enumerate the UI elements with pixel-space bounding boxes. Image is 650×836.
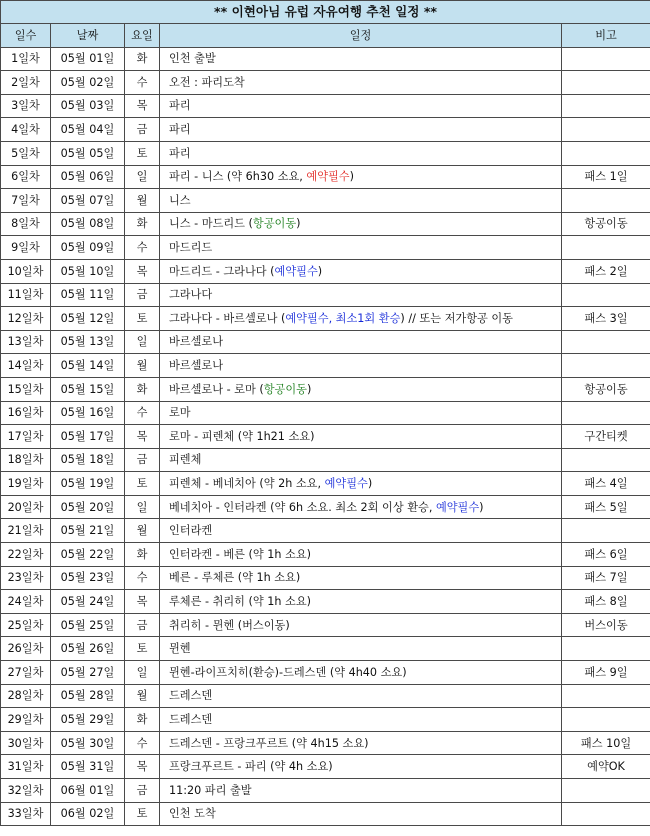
date-cell: 05월 01일	[51, 47, 125, 71]
plan-cell	[160, 448, 562, 472]
day-cell: 12일차	[1, 307, 51, 331]
weekday-cell: 토	[125, 307, 160, 331]
plan-text: )	[367, 476, 373, 490]
weekday-cell: 목	[125, 590, 160, 614]
itinerary-row	[1, 165, 650, 189]
weekday-cell: 월	[125, 684, 160, 708]
plan-text: 베네치아 - 인터라켄 (약 6h 소요. 최소 2회 이상 환승,	[169, 500, 436, 514]
plan-highlight: 예약필수, 최소1회 환승	[285, 311, 401, 325]
date-cell: 05월 28일	[51, 684, 125, 708]
itinerary-row	[1, 236, 650, 260]
plan-cell	[160, 779, 562, 803]
note-cell: 패스 10일	[562, 731, 650, 755]
weekday-cell: 일	[125, 165, 160, 189]
plan-cell	[160, 354, 562, 378]
itinerary-row	[1, 212, 650, 236]
day-cell: 7일차	[1, 189, 51, 213]
plan-text: 니스 - 마드리드 (	[169, 217, 253, 231]
weekday-cell: 목	[125, 425, 160, 449]
weekday-cell: 월	[125, 354, 160, 378]
date-cell: 06월 01일	[51, 779, 125, 803]
plan-text: 마드리드 - 그라나다 (	[169, 264, 275, 278]
plan-highlight: 예약필수	[435, 500, 480, 514]
day-cell: 5일차	[1, 141, 51, 165]
weekday-cell: 수	[125, 71, 160, 95]
weekday-cell: 일	[125, 661, 160, 685]
plan-cell	[160, 472, 562, 496]
day-cell: 1일차	[1, 47, 51, 71]
plan-cell	[160, 755, 562, 779]
weekday-cell: 금	[125, 613, 160, 637]
day-cell: 6일차	[1, 165, 51, 189]
plan-highlight: 항공이동	[263, 382, 307, 396]
plan-cell	[160, 259, 562, 283]
day-cell: 23일차	[1, 566, 51, 590]
plan-highlight: 항공이동	[252, 217, 297, 231]
header-row	[1, 24, 650, 48]
weekday-cell: 화	[125, 708, 160, 732]
date-cell: 05월 29일	[51, 708, 125, 732]
date-cell: 05월 09일	[51, 236, 125, 260]
weekday-cell: 목	[125, 755, 160, 779]
note-cell	[562, 684, 650, 708]
date-cell: 05월 16일	[51, 401, 125, 425]
plan-highlight: 예약필수	[324, 476, 368, 490]
weekday-cell: 금	[125, 779, 160, 803]
plan-cell	[160, 566, 562, 590]
weekday-cell: 일	[125, 330, 160, 354]
itinerary-row	[1, 118, 650, 142]
note-cell	[562, 708, 650, 732]
itinerary-row	[1, 94, 650, 118]
plan-cell	[160, 401, 562, 425]
header-dow: 요일	[125, 24, 160, 48]
date-cell: 05월 14일	[51, 354, 125, 378]
weekday-cell: 목	[125, 259, 160, 283]
date-cell: 05월 06일	[51, 165, 125, 189]
day-cell: 4일차	[1, 118, 51, 142]
date-cell: 05월 23일	[51, 566, 125, 590]
note-cell	[562, 637, 650, 661]
note-cell	[562, 141, 650, 165]
note-cell: 버스이동	[562, 613, 650, 637]
note-cell: 패스 1일	[562, 165, 650, 189]
plan-text: 11:20 파리 출발	[169, 783, 252, 797]
date-cell: 05월 13일	[51, 330, 125, 354]
day-cell: 21일차	[1, 519, 51, 543]
plan-text: 그라나다	[169, 288, 213, 302]
plan-cell	[160, 519, 562, 543]
day-cell: 3일차	[1, 94, 51, 118]
plan-text: 취리히 - 뮌헨 (버스이동)	[169, 618, 290, 632]
weekday-cell: 수	[125, 731, 160, 755]
weekday-cell: 금	[125, 118, 160, 142]
note-cell: 패스 2일	[562, 259, 650, 283]
plan-cell	[160, 283, 562, 307]
plan-text: 바르셀로나	[169, 335, 224, 349]
day-cell: 8일차	[1, 212, 51, 236]
itinerary-row	[1, 802, 650, 826]
weekday-cell: 토	[125, 472, 160, 496]
plan-cell	[160, 661, 562, 685]
date-cell: 05월 03일	[51, 94, 125, 118]
weekday-cell: 화	[125, 212, 160, 236]
note-cell	[562, 401, 650, 425]
itinerary-row	[1, 495, 650, 519]
itinerary-row	[1, 377, 650, 401]
date-cell: 05월 10일	[51, 259, 125, 283]
weekday-cell: 목	[125, 94, 160, 118]
date-cell: 05월 22일	[51, 543, 125, 567]
day-cell: 13일차	[1, 330, 51, 354]
plan-text: 베른 - 루체른 (약 1h 소요)	[169, 571, 301, 585]
plan-text: 파리 - 니스 (약 6h30 소요,	[169, 170, 307, 184]
plan-text: 루체른 - 취리히 (약 1h 소요)	[169, 594, 312, 608]
day-cell: 26일차	[1, 637, 51, 661]
date-cell: 05월 11일	[51, 283, 125, 307]
note-cell	[562, 118, 650, 142]
date-cell: 05월 04일	[51, 118, 125, 142]
note-cell: 패스 8일	[562, 590, 650, 614]
day-cell: 31일차	[1, 755, 51, 779]
plan-cell	[160, 708, 562, 732]
weekday-cell: 화	[125, 543, 160, 567]
date-cell: 05월 30일	[51, 731, 125, 755]
itinerary-row	[1, 543, 650, 567]
plan-text: 바르셀로나 - 로마 (	[169, 382, 264, 396]
day-cell: 9일차	[1, 236, 51, 260]
itinerary-row	[1, 661, 650, 685]
plan-text: 인천 도착	[169, 807, 216, 821]
plan-text: 드레스덴	[169, 689, 213, 703]
date-cell: 05월 19일	[51, 472, 125, 496]
day-cell: 30일차	[1, 731, 51, 755]
plan-text: 인천 출발	[169, 52, 216, 66]
itinerary-row	[1, 472, 650, 496]
date-cell: 05월 17일	[51, 425, 125, 449]
plan-text: 오전 : 파리도착	[169, 75, 245, 89]
plan-highlight: 예약필수	[306, 170, 350, 184]
note-cell	[562, 354, 650, 378]
date-cell: 05월 31일	[51, 755, 125, 779]
itinerary-row	[1, 307, 650, 331]
itinerary-row	[1, 401, 650, 425]
itinerary-row	[1, 425, 650, 449]
plan-cell	[160, 613, 562, 637]
day-cell: 14일차	[1, 354, 51, 378]
plan-text: 그라나다 - 바르셀로나 (	[169, 311, 286, 325]
plan-text: 파리	[169, 99, 191, 113]
day-cell: 17일차	[1, 425, 51, 449]
note-cell	[562, 71, 650, 95]
plan-cell	[160, 543, 562, 567]
itinerary-row	[1, 354, 650, 378]
note-cell: 패스 4일	[562, 472, 650, 496]
plan-cell	[160, 684, 562, 708]
plan-text: 로마 - 피렌체 (약 1h21 소요)	[169, 429, 315, 443]
plan-text: 피렌체 - 베네치아 (약 2h 소요,	[169, 476, 325, 490]
day-cell: 28일차	[1, 684, 51, 708]
plan-text: 파리	[169, 123, 191, 137]
plan-cell	[160, 236, 562, 260]
date-cell: 05월 27일	[51, 661, 125, 685]
note-cell	[562, 236, 650, 260]
plan-text: )	[349, 170, 354, 184]
itinerary-row	[1, 637, 650, 661]
note-cell: 예약OK	[562, 755, 650, 779]
itinerary-row	[1, 613, 650, 637]
date-cell: 05월 18일	[51, 448, 125, 472]
itinerary-row	[1, 684, 650, 708]
plan-text: 인터라켄 - 베른 (약 1h 소요)	[169, 547, 312, 561]
weekday-cell: 일	[125, 495, 160, 519]
weekday-cell: 금	[125, 283, 160, 307]
day-cell: 29일차	[1, 708, 51, 732]
day-cell: 24일차	[1, 590, 51, 614]
date-cell: 05월 07일	[51, 189, 125, 213]
plan-text: 뮌헨-라이프치히(환승)-드레스덴 (약 4h40 소요)	[169, 665, 407, 679]
plan-text: )	[306, 382, 312, 396]
header-date: 날짜	[51, 24, 125, 48]
day-cell: 10일차	[1, 259, 51, 283]
plan-highlight: 예약필수	[274, 264, 318, 278]
note-cell	[562, 47, 650, 71]
itinerary-row	[1, 590, 650, 614]
date-cell: 05월 12일	[51, 307, 125, 331]
note-cell: 항공이동	[562, 212, 650, 236]
plan-text: 로마	[169, 406, 191, 420]
day-cell: 18일차	[1, 448, 51, 472]
plan-text: 니스	[169, 193, 191, 207]
itinerary-row	[1, 708, 650, 732]
plan-text: 바르셀로나	[169, 359, 224, 372]
plan-cell	[160, 731, 562, 755]
date-cell: 05월 15일	[51, 377, 125, 401]
date-cell: 05월 24일	[51, 590, 125, 614]
plan-text: ) // 또는 저가항공 이동	[400, 311, 513, 325]
plan-cell	[160, 141, 562, 165]
header-note: 비고	[562, 24, 650, 48]
plan-cell	[160, 165, 562, 189]
plan-text: )	[317, 264, 323, 278]
note-cell: 패스 9일	[562, 661, 650, 685]
day-cell: 15일차	[1, 377, 51, 401]
plan-text: 뮌헨	[169, 642, 191, 656]
itinerary-row	[1, 189, 650, 213]
note-cell	[562, 802, 650, 826]
itinerary-row	[1, 330, 650, 354]
itinerary-row	[1, 71, 650, 95]
day-cell: 27일차	[1, 661, 51, 685]
note-cell: 패스 6일	[562, 543, 650, 567]
itinerary-row	[1, 566, 650, 590]
plan-cell	[160, 330, 562, 354]
itinerary-row	[1, 779, 650, 803]
date-cell: 05월 26일	[51, 637, 125, 661]
itinerary-row	[1, 141, 650, 165]
note-cell: 패스 5일	[562, 495, 650, 519]
itinerary-row	[1, 731, 650, 755]
plan-text: 프랑크푸르트 - 파리 (약 4h 소요)	[169, 760, 333, 774]
date-cell: 05월 20일	[51, 495, 125, 519]
note-cell: 항공이동	[562, 377, 650, 401]
day-cell: 25일차	[1, 613, 51, 637]
weekday-cell: 수	[125, 401, 160, 425]
note-cell	[562, 779, 650, 803]
plan-text: 피렌체	[169, 453, 202, 467]
note-cell	[562, 519, 650, 543]
plan-cell	[160, 189, 562, 213]
date-cell: 05월 21일	[51, 519, 125, 543]
date-cell: 06월 02일	[51, 802, 125, 826]
note-cell: 패스 7일	[562, 566, 650, 590]
note-cell	[562, 448, 650, 472]
plan-cell	[160, 47, 562, 71]
plan-cell	[160, 590, 562, 614]
plan-cell	[160, 212, 562, 236]
weekday-cell: 토	[125, 141, 160, 165]
weekday-cell: 토	[125, 637, 160, 661]
day-cell: 22일차	[1, 543, 51, 567]
header-plan: 일정	[160, 24, 562, 48]
day-cell: 2일차	[1, 71, 51, 95]
note-cell	[562, 330, 650, 354]
plan-cell	[160, 637, 562, 661]
plan-text: 파리	[169, 146, 191, 160]
date-cell: 05월 02일	[51, 71, 125, 95]
itinerary-title: ** 이현아님 유럽 자유여행 추천 일정 **	[1, 1, 650, 24]
date-cell: 05월 08일	[51, 212, 125, 236]
itinerary-row	[1, 259, 650, 283]
itinerary-row	[1, 283, 650, 307]
plan-cell	[160, 425, 562, 449]
plan-text: )	[296, 217, 301, 231]
note-cell: 구간티켓	[562, 425, 650, 449]
weekday-cell: 화	[125, 47, 160, 71]
day-cell: 33일차	[1, 802, 51, 826]
plan-cell	[160, 495, 562, 519]
plan-text: 드레스덴	[169, 712, 213, 726]
weekday-cell: 금	[125, 448, 160, 472]
weekday-cell: 토	[125, 802, 160, 826]
weekday-cell: 월	[125, 189, 160, 213]
day-cell: 16일차	[1, 401, 51, 425]
plan-cell	[160, 71, 562, 95]
plan-cell	[160, 94, 562, 118]
itinerary-body	[1, 47, 650, 826]
day-cell: 19일차	[1, 472, 51, 496]
itinerary-row	[1, 47, 650, 71]
weekday-cell: 수	[125, 566, 160, 590]
plan-text: 인터라켄	[169, 524, 213, 538]
header-day: 일수	[1, 24, 51, 48]
note-cell	[562, 189, 650, 213]
plan-text: 드레스덴 - 프랑크푸르트 (약 4h15 소요)	[169, 736, 369, 750]
itinerary-row	[1, 755, 650, 779]
day-cell: 11일차	[1, 283, 51, 307]
plan-text: )	[479, 500, 484, 514]
plan-text: 마드리드	[169, 241, 213, 255]
plan-cell	[160, 377, 562, 401]
weekday-cell: 수	[125, 236, 160, 260]
note-cell	[562, 94, 650, 118]
itinerary-row	[1, 519, 650, 543]
note-cell	[562, 283, 650, 307]
itinerary-row	[1, 448, 650, 472]
day-cell: 32일차	[1, 779, 51, 803]
day-cell: 20일차	[1, 495, 51, 519]
plan-cell	[160, 118, 562, 142]
weekday-cell: 화	[125, 377, 160, 401]
plan-cell	[160, 307, 562, 331]
note-cell: 패스 3일	[562, 307, 650, 331]
plan-cell	[160, 802, 562, 826]
date-cell: 05월 25일	[51, 613, 125, 637]
date-cell: 05월 05일	[51, 141, 125, 165]
weekday-cell: 월	[125, 519, 160, 543]
